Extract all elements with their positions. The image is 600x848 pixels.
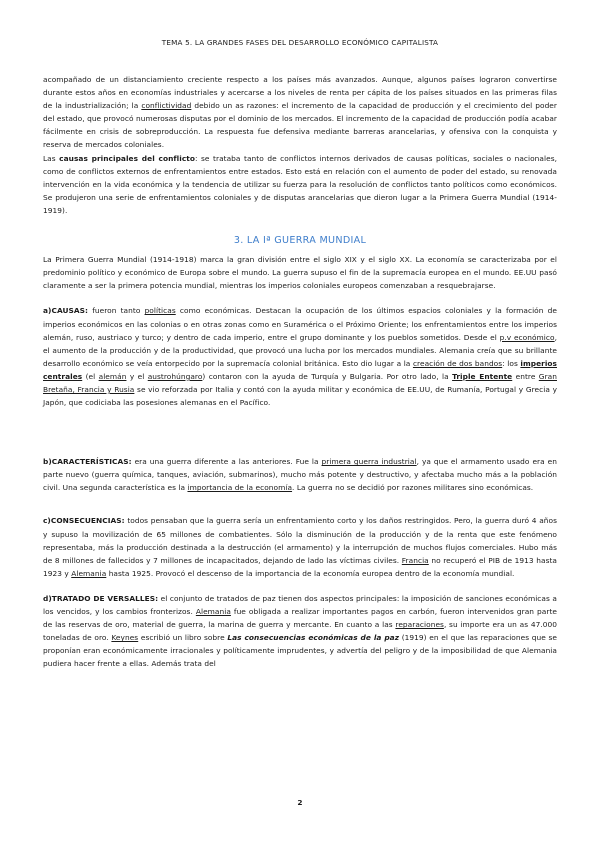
underlined-term: creación de dos bandos: [412, 358, 503, 368]
text-run: (1919) en el que las reparaciones que se proponían eran económicamente irracionales y políticamente imprudentes, y advertía del peligro y de la imposibilidad de que Alemania pudiera hacer frente a ellas. Además trata del: [43, 633, 557, 669]
book-title: Las consecuencias económicas de la paz: [227, 633, 400, 643]
text-run: , el aumento de la producción y de la productividad, que provocó una lucha por los mercados mundiales. Alemania creía que su brillante desarrollo económico se veía entorpecido por la supremacía colonial británica. Esto dio lugar a la: [43, 332, 557, 368]
spacer: [43, 409, 557, 455]
underlined-term: políticas: [144, 306, 176, 316]
text-run: fue obligada a realizar importantes pagos en carbón, fueron intervenidos gran parte de las reservas de oro, material de guerra, la marina de guerra y mercante. En cuanto a las: [43, 607, 557, 630]
paragraph-caracteristicas: [43, 455, 557, 494]
text-run: todos pensaban que la guerra sería un enfrentamiento corto y los daños restringidos. Pero, la guerra duró 4 años y supuso la movilización de 65 millones de combatientes. Sólo la disminución de la producción y de la renta que este fenómeno representaba, más la producción destinada a la destrucción (el armamento) y la interrupción de muchos flujos comerciales. Hubo más de 8 millones de fallecidos y 7 millones de incapacitados, dejando de lado las víctimas civiles.: [43, 516, 557, 565]
underlined-term: Francia: [401, 555, 429, 565]
text-run: era una guerra diferente a las anteriores. Fue la: [131, 457, 322, 467]
item-label: b)CARACTERÍSTICAS:: [43, 457, 132, 467]
text-run: entre: [512, 371, 539, 381]
underlined-term: conflictividad: [141, 101, 192, 111]
text-run: : los: [502, 358, 521, 368]
page-number: 2: [297, 798, 303, 807]
bold-underlined-term: Triple Entente: [452, 371, 513, 381]
text-run: acompañado de un distanciamiento creciente respecto a los países más avanzados. Aunque, algunos países lograron convertirse durante estos años en economías industriales y acercarse a los niveles de renta per cápita de los países situados en las primeras filas de la industrialización; la: [43, 75, 557, 111]
spacer: [43, 292, 557, 304]
spacer: [43, 580, 557, 592]
paragraph-causas-conflicto: [43, 152, 557, 217]
paragraph-causas: [43, 304, 557, 409]
text-run: no recuperó el PIB de 1913 hasta 1923 y: [43, 555, 557, 578]
bold-underlined-term: imperios centrales: [43, 358, 557, 381]
text-run: y el: [126, 371, 148, 381]
underlined-term: importancia de la economía: [187, 483, 293, 493]
text-run: Las: [43, 153, 60, 163]
page-header: TEMA 5. LA GRANDES FASES DEL DESARROLLO ECONÓMICO CAPITALISTA: [161, 38, 439, 47]
document-body: [43, 73, 557, 670]
underlined-term: alemán: [98, 371, 127, 381]
text-run: se vio reforzada por Italia y contó con la ayuda militar y económica de EE.UU, de Rumanía, Portugal y Grecia y Japón, que codiciaba las posesiones alemanas en el Pacífico.: [43, 384, 557, 408]
underlined-term: p.v económico: [499, 332, 555, 342]
text-run: : se trataba tanto de conflictos internos derivados de causas políticas, sociales o nacionales, como de conflictos externos de enfrentamientos entre estados. Esto está en relación con el aumento de poder del estado, su renovada intervención en la vida económica y la tendencia de utilizar su fuerza para la resolución de conflictos tanto políticos como económicos. Se produjeron una serie de enfrentamientos coloniales y de disputas arancelarias que dieron lugar a la Primera Guerra Mundial (1914-1919).: [43, 153, 557, 215]
item-label: c)CONSECUENCIAS:: [43, 516, 125, 526]
text-run: , ya que el armamento usado era en parte nuevo (guerra química, tanques, aviación, submarinos), mucho más potente y destructivo, y afectaba mucho más a la población civil. Una segunda característica es la: [43, 457, 557, 493]
paragraph-intro: [43, 73, 557, 152]
text-run: , su importe era un as 47.000 toneladas de oro.: [43, 620, 557, 643]
spacer: [43, 494, 557, 514]
paragraph-versalles: [43, 592, 557, 671]
item-label: d)TRATADO DE VERSALLES:: [43, 593, 159, 603]
text-run: como económicas. Destacan la ocupación de los últimos espacios coloniales y la formación de imperios económicos en las colonias o en otras zonas como en Suramérica o el Próximo Oriente; los enfrentamientos entre los imperios alemán, ruso, austriaco y turco; y dentro de cada imperio, entre el grupo dominante y los pueblos sometidos. Desde el: [43, 306, 557, 342]
underlined-term: austrohúngaro: [147, 371, 203, 381]
text-run: escribió un libro sobre: [138, 633, 228, 643]
paragraph-primera-guerra: La Primera Guerra Mundial (1914-1918) marca la gran división entre el siglo XIX y el siglo XX. La economía se caracterizaba por el predominio político y económico de Europa sobre el mundo. La guerra supuso el fin de la supremacía europea en el mundo. EE.UU pasó claramente a ser la primera potencia mundial, mientras los imperios coloniales europeos comenzaban a resquebrajarse.: [43, 255, 557, 291]
paragraph-consecuencias: [43, 514, 557, 579]
text-run: . La guerra no se decidió por razones militares sino económicas.: [292, 483, 534, 493]
text-run: el conjunto de tratados de paz tienen dos aspectos principales: la imposición de sanciones económicas a los vencidos, y los cambios fronterizos.: [43, 593, 557, 616]
bold-term: causas principales del conflicto: [59, 153, 195, 163]
underlined-term: reparaciones: [395, 620, 444, 630]
underlined-term: Alemania: [195, 607, 231, 616]
underlined-term: Keynes: [111, 633, 139, 643]
text-run: ) contaron con la ayuda de Turquía y Bulgaria. Por otro lado, la: [202, 371, 453, 381]
text-run: hasta 1925. Provocó el descenso de la importancia de la economía europea dentro de la economía mundial.: [106, 568, 515, 578]
underlined-term: Gran Bretaña, Francia y Rusia: [43, 371, 557, 394]
text-run: fueron tanto: [88, 306, 145, 316]
underlined-term: primera guerra industrial: [321, 457, 417, 467]
section-heading: 3. LA Iª GUERRA MUNDIAL: [233, 235, 367, 247]
item-label: a)CAUSAS:: [43, 306, 89, 316]
underlined-term: Alemania: [71, 568, 107, 578]
text-run: (el: [82, 371, 99, 381]
text-run: debido un as razones: el incremento de la capacidad de producción y el crecimiento del poder del estado, que provocó numerosas disputas por el dominio de los mercados. El incremento de la capacidad de producción podía acabar fácilmente en crisis de sobreproducción. La respuesta fue defensiva mediante barreras arancelarias, y ofensiva con la conquista y reserva de mercados coloniales.: [43, 101, 557, 150]
